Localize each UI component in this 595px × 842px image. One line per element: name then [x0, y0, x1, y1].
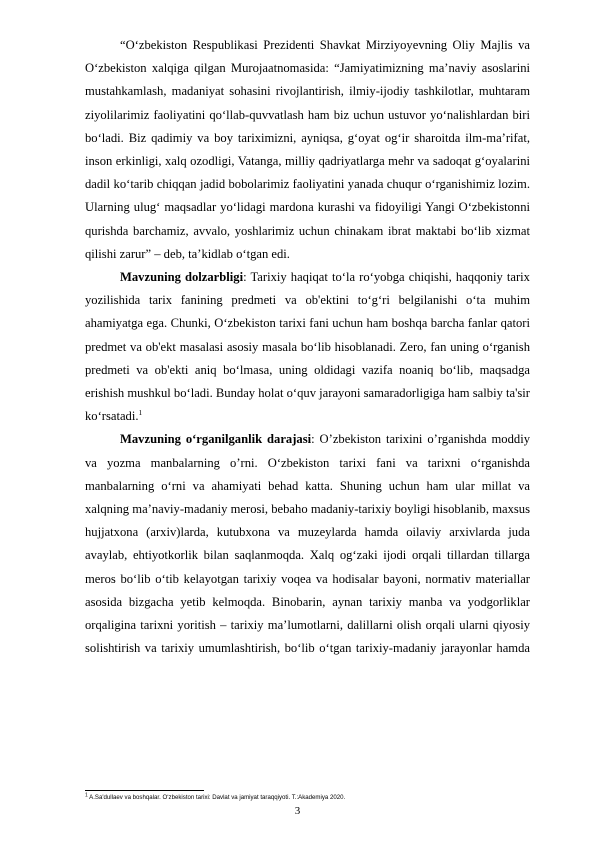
paragraph-lead: Mavzuning o‘rganilganlik darajasi: [120, 432, 312, 447]
paragraph-body: : Tarixiy haqiqat to‘la ro‘yobga chiqishi, haqqoniy tarix yozilishida tarix fanining predmeti va ob'ektini to‘g‘ri belgilanishi o‘ta muhim ahamiyatga ega. Chunki, O‘zbekiston tarixi fani uchun ham boshqa barcha fanlar qatori predmet va ob'ekt masalasi asosiy masala bo‘lib hisoblanadi. Zero, fan uning o‘rganish predmeti va ob'ekti aniq bo‘lmasa, uning oldidagi vazifa noaniq bo‘lib, maqsadga erishish mushkul bo‘ladi. Bunday holat o‘quv jarayoni samaradorligiga ham salbiy ta'sir ko‘rsatadi.: [85, 270, 530, 424]
paragraph-body: “O‘zbekiston Respublikasi Prezidenti Shavkat Mirziyoyevning Oliy Majlis va O‘zbekiston xalqiga qilgan Murojaatnomasida: “Jamiyatimizning ma’naviy asoslarini mustahkamlash, madaniyat sohasini rivojlantirish, ilmiy-ijodiy tashkilotlar, muhtaram ziyolilarimiz faoliyatini qo‘llab-quvvatlash ham biz uchun ustuvor yo‘nalishlardan biri bo‘ladi. Biz qadimiy va boy tariximizni, ayniqsa, g‘oyat og‘ir sharoitda ilm-ma’rifat, inson erkinligi, xalq ozodligi, Vatanga, milliy qadriyatlarga mehr va sadoqat g‘oyalarini dadil ko‘tarib chiqqan jadid bobolarimiz faoliyatini yanada chuqur o‘rganishimiz lozim. Ularning ulug‘ maqsadlar yo‘lidagi mardona kurashi va fidoyiligi Yangi O‘zbekistonni qurishda barchamiz, avvalo, yoshlarimiz uchun chinakam ibrat maktabi bo‘lib xizmat qilishi zarur” – deb, ta’kidlab o‘tgan edi.: [85, 38, 530, 261]
footnote-divider: [85, 790, 204, 791]
paragraph-quote: [85, 34, 530, 266]
footnote-reference[interactable]: 1: [138, 408, 143, 418]
paragraph-body: : O’zbekiston tarixini o’rganishda moddiy va yozma manbalarning o’rni. O‘zbekiston tarixi fani va tarixni o‘rganishda manbalarning o‘rni va ahamiyati behad katta. Shuning uchun ham ular millat va xalqning ma’naviy-madaniy merosi, bebaho madaniy-tarixiy boyligi hisoblanib, maxsus hujjatxona (arxiv)larda, kutubxona va muzeylarda hamda oilaviy arxivlarda juda avaylab, ehtiyotkorlik bilan saqlanmoqda. Xalq og‘zaki ijodi orqali tillardan tillarga meros bo‘lib o‘tib kelayotgan tarixiy voqea va hodisalar bayoni, normativ materiallar asosida bizgacha yetib kelmoqda. Binobarin, aynan tarixiy manba va yodgorliklar orqaligina tarixni yoritish – tarixiy ma’lumotlarni, dalillarni olish orqali ularni qiyosiy solishtirish va tarixiy umumlashtirish, bo‘lib o‘tgan tarixiy-madaniy jarayonlar hamda: [85, 432, 530, 656]
paragraph-study-level: [85, 428, 530, 660]
paragraph-lead: Mavzuning dolzarbligi: [120, 270, 244, 285]
footnote-text: A.Sa'dullaev va boshqalar. O‘zbekiston tarixi: Davlat va jamiyat taraqqiyoti. T.:Akademiya 2020.: [87, 794, 346, 801]
page-number: 3: [294, 805, 301, 817]
paragraph-relevance: [85, 266, 530, 428]
footnote: [85, 793, 530, 802]
document-body: [85, 34, 530, 660]
footnote-marker: 1: [85, 792, 88, 799]
